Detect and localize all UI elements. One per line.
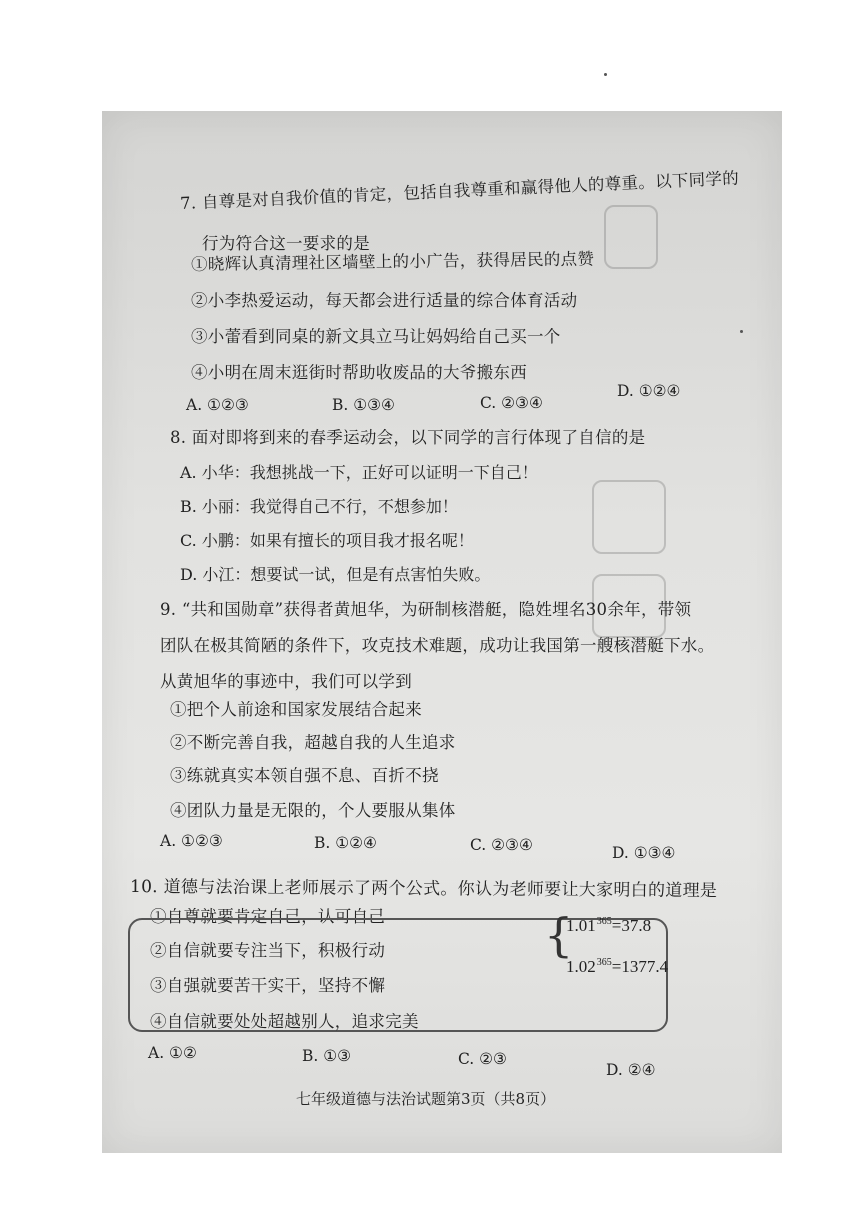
q7-stem: 行为符合这一要求的是 [202,234,370,253]
q7-option-b[interactable]: B. ①③④ [332,396,395,414]
q9-option-d[interactable]: D. ①③④ [612,844,676,862]
q7-item: ③小蕾看到同桌的新文具立马让妈妈给自己买一个 [191,327,561,346]
q10-option-d[interactable]: D. ②④ [606,1061,656,1079]
q7-option-d[interactable]: D. ①②④ [617,382,681,400]
q8-stem: 8. 面对即将到来的春季运动会，以下同学的言行体现了自信的是 [170,428,646,447]
q7-option-c[interactable]: C. ②③④ [480,394,543,412]
q7-item: ②小李热爱运动，每天都会进行适量的综合体育活动 [191,291,578,310]
speck [740,330,743,333]
q9-stem: 9. “共和国勋章”获得者黄旭华，为研制核潜艇，隐姓埋名30余年，带领 [160,600,692,619]
formula-2-result: =1377.4 [611,957,669,976]
q10-option-a[interactable]: A. ①② [148,1044,197,1062]
formula-2-base: 1.02 [566,957,596,976]
bleed-through-box [592,480,666,554]
q10-item: ③自强就要苦干实干，坚持不懈 [150,976,386,995]
q8-option-b[interactable]: B. 小丽：我觉得自己不行，不想参加！ [180,497,458,516]
q9-item: ③练就真实本领自强不息、百折不挠 [170,766,439,785]
speck [604,73,607,76]
q8-option-a[interactable]: A. 小华：我想挑战一下，正好可以证明一下自己！ [180,463,538,482]
q10-item: ①自尊就要肯定自己，认可自己 [150,907,386,926]
q9-option-a[interactable]: A. ①②③ [160,832,223,850]
formula-1-exponent: 365 [596,916,612,927]
formula-1-base: 1.01 [566,916,596,935]
q10-option-b[interactable]: B. ①③ [302,1047,352,1065]
bleed-through-box [604,205,658,269]
q10-stem: 10. 道德与法治课上老师展示了两个公式。你认为老师要让大家明白的道理是 [129,877,718,902]
formula-1-result: =37.8 [611,916,652,935]
formula-2-exponent: 365 [596,957,612,968]
q9-option-b[interactable]: B. ①②④ [314,834,377,852]
page-footer: 七年级道德与法治试题第3页（共8页） [296,1090,556,1108]
formula-1 [566,916,651,936]
q7-item: ①晓辉认真清理社区墙壁上的小广告，获得居民的点赞 [190,249,595,274]
q7-option-a[interactable]: A. ①②③ [186,396,249,414]
q9-stem: 从黄旭华的事迹中，我们可以学到 [160,672,412,691]
q7-stem: 7. 自尊是对自我价值的肯定，包括自我尊重和赢得他人的尊重。以下同学的 [179,168,740,213]
q10-option-c[interactable]: C. ②③ [458,1050,507,1068]
q7-item: ④小明在周末逛街时帮助收废品的大爷搬东西 [191,363,527,382]
q9-option-c[interactable]: C. ②③④ [470,836,533,854]
q9-item: ②不断完善自我，超越自我的人生追求 [170,733,456,752]
q9-item: ④团队力量是无限的，个人要服从集体 [170,801,456,820]
q10-item: ②自信就要专注当下，积极行动 [150,941,386,960]
q9-item: ①把个人前途和国家发展结合起来 [170,700,422,719]
q8-option-c[interactable]: C. 小鹏：如果有擅长的项目我才报名呢！ [180,531,474,550]
q9-stem: 团队在极其简陋的条件下，攻克技术难题，成功让我国第一艘核潜艇下水。 [160,636,715,655]
q10-item: ④自信就要处处超越别人，追求完美 [150,1012,419,1031]
brace-icon: { [544,908,574,962]
q8-option-d[interactable]: D. 小江：想要试一试，但是有点害怕失败。 [180,565,491,584]
formula-2 [566,957,668,977]
